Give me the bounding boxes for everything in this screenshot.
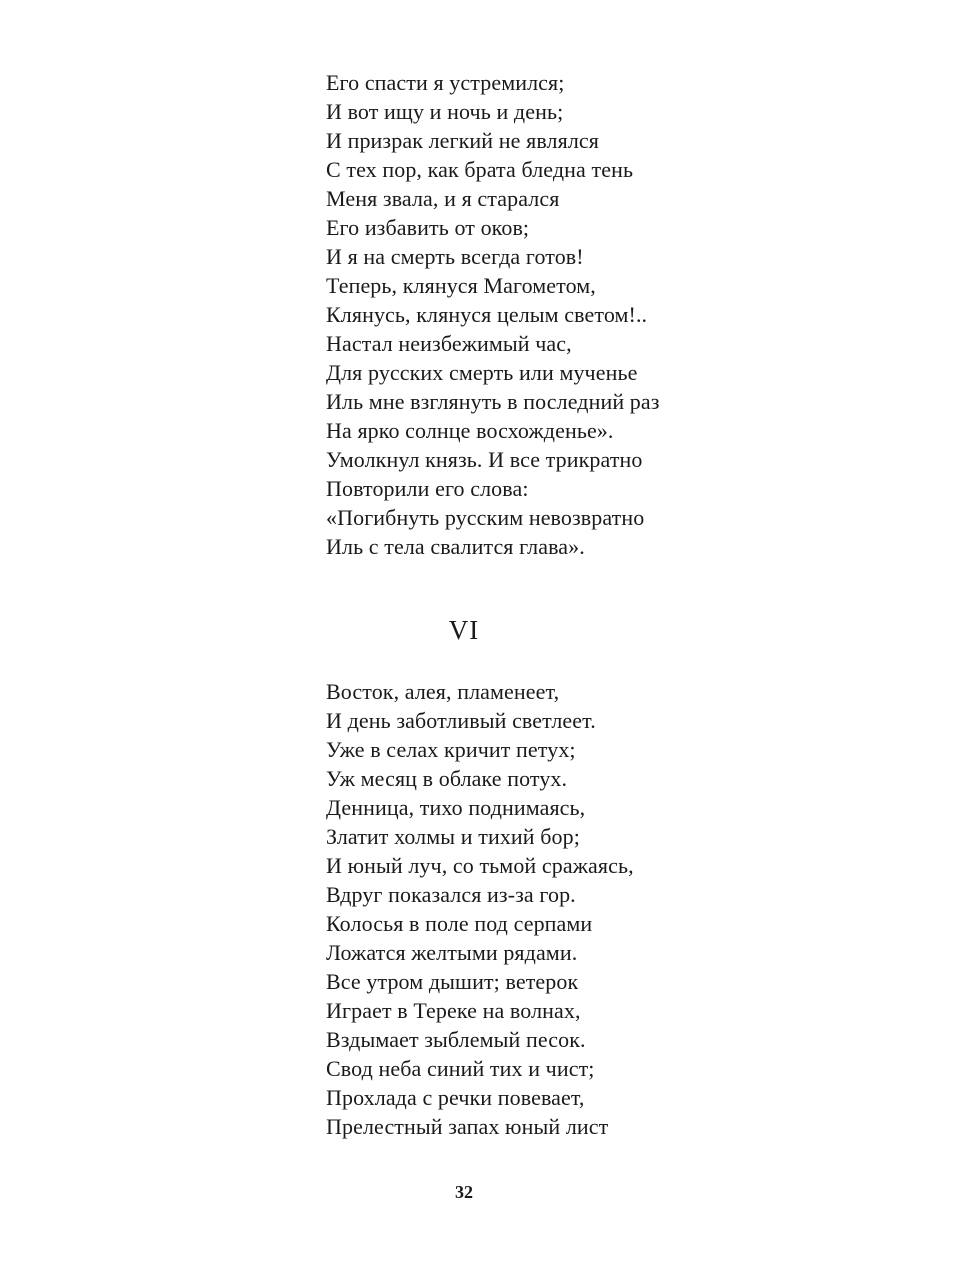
verse-line: Его спасти я устремился; xyxy=(326,70,565,95)
verse-line: Колосья в поле под серпами xyxy=(326,911,593,936)
verse-line: Играет в Тереке на волнах, xyxy=(326,998,581,1023)
verse-line: И вот ищу и ночь и день; xyxy=(326,99,564,124)
verse-line: И я на смерть всегда готов! xyxy=(326,244,584,269)
verse-line: Меня звала, и я старался xyxy=(326,186,560,211)
verse-line: Денница, тихо поднимаясь, xyxy=(326,795,586,820)
verse-line: Златит холмы и тихий бор; xyxy=(326,824,580,849)
verse-line: Клянусь, клянуся целым светом!.. xyxy=(326,302,648,327)
verse-line: И призрак легкий не являлся xyxy=(326,128,599,153)
verse-line: Уже в селах кричит петух; xyxy=(326,737,576,762)
verse-line: Умолкнул князь. И все трикратно xyxy=(326,447,643,472)
stanza-2 xyxy=(326,677,634,1141)
verse-line: Его избавить от оков; xyxy=(326,215,530,240)
verse-line: Восток, алея, пламенеет, xyxy=(326,679,560,704)
verse-line: И юный луч, со тьмой сражаясь, xyxy=(326,853,634,878)
verse-line: Прелестный запах юный лист xyxy=(326,1114,609,1139)
verse-line: Иль с тела свалится глава». xyxy=(326,534,585,559)
verse-line: Ложатся желтыми рядами. xyxy=(326,940,578,965)
verse-line: На ярко солнце восхожденье». xyxy=(326,418,614,443)
section-heading: VI xyxy=(448,615,480,645)
verse-line: Все утром дышит; ветерок xyxy=(326,969,579,994)
verse-line: Вздымает зыблемый песок. xyxy=(326,1027,586,1052)
verse-line: С тех пор, как брата бледна тень xyxy=(326,157,634,182)
verse-line: Настал неизбежимый час, xyxy=(326,331,572,356)
page-number: 32 xyxy=(455,1182,473,1202)
verse-line: Для русских смерть или мученье xyxy=(326,360,638,385)
verse-line: Свод неба синий тих и чист; xyxy=(326,1056,595,1081)
verse-line: Прохлада с речки повевает, xyxy=(326,1085,585,1110)
verse-line: И день заботливый светлеет. xyxy=(326,708,596,733)
verse-line: Вдруг показался из-за гор. xyxy=(326,882,576,907)
verse-line: Уж месяц в облаке потух. xyxy=(326,766,568,791)
stanza-1 xyxy=(326,68,660,561)
verse-line: Иль мне взглянуть в последний раз xyxy=(326,389,660,414)
verse-line: Теперь, клянуся Магометом, xyxy=(326,273,596,298)
verse-line: Повторили его слова: xyxy=(326,476,529,501)
verse-line: «Погибнуть русским невозвратно xyxy=(326,505,645,530)
